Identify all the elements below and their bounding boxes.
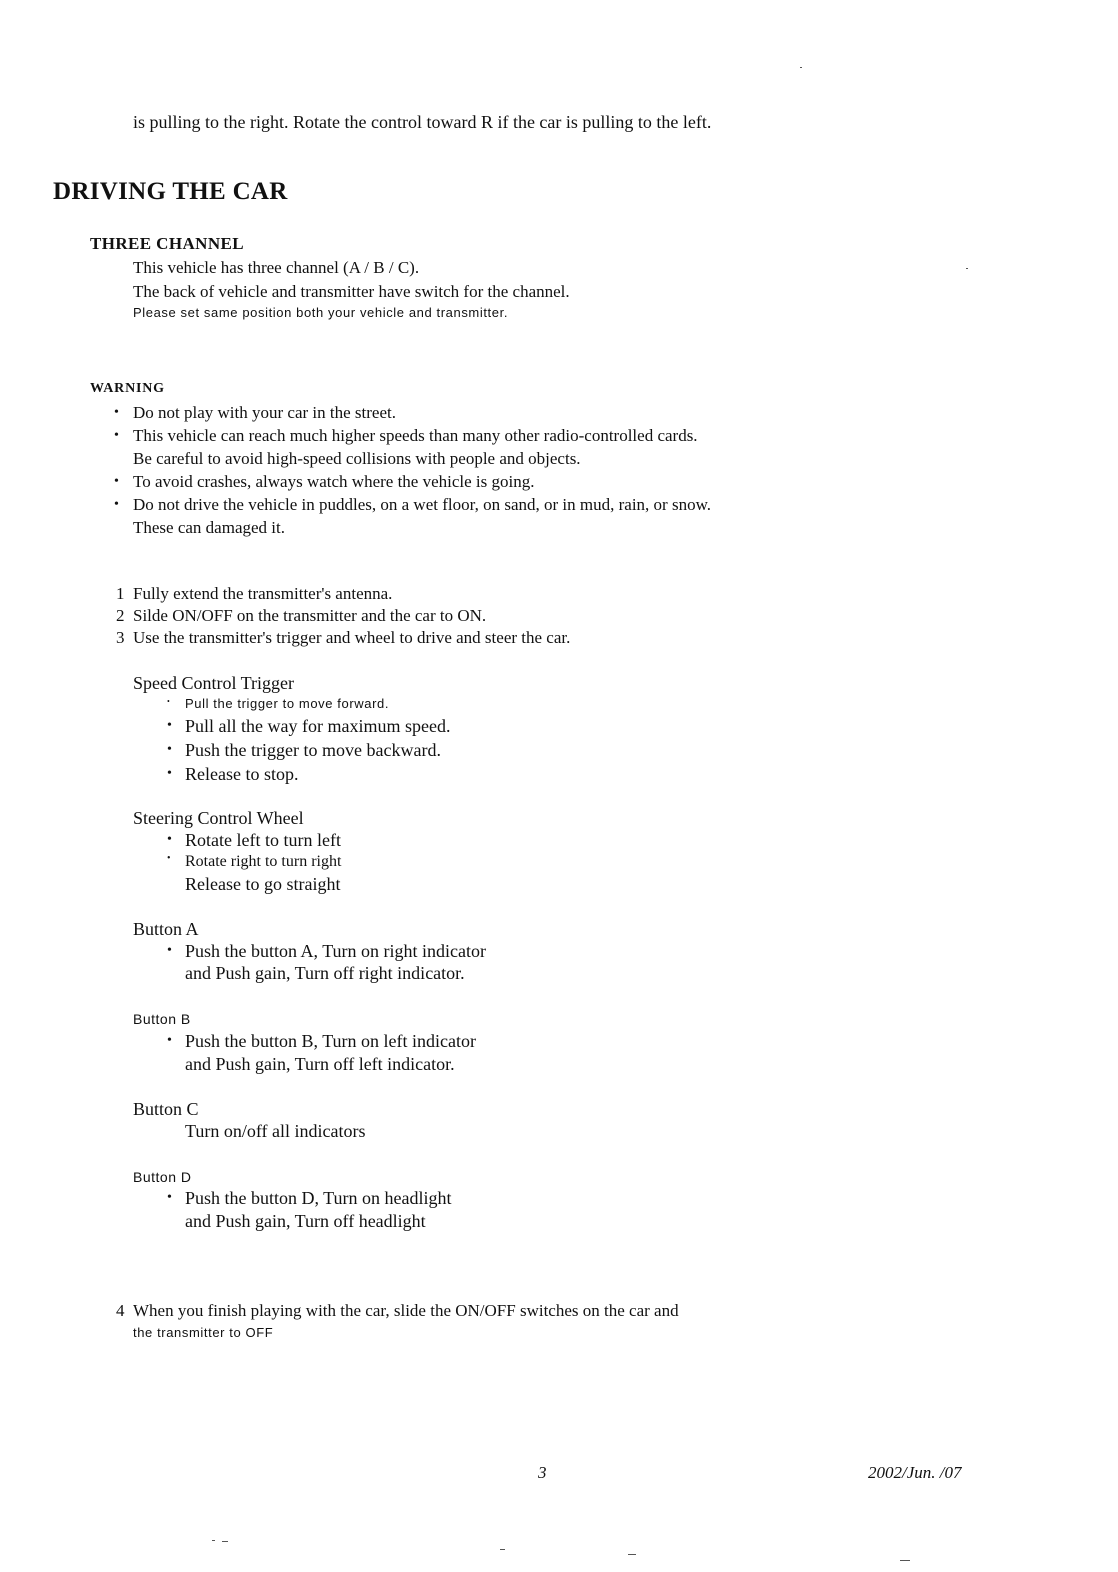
intro-line: is pulling to the right. Rotate the control toward R if the car is pulling to the left.: [133, 112, 712, 132]
warning-item: Do not drive the vehicle in puddles, on a wet floor, on sand, or in mud, rain, or snow.: [133, 495, 711, 514]
button-d-line: and Push gain, Turn off headlight: [185, 1211, 426, 1231]
step-number: 3: [116, 628, 125, 647]
button-a-line: Push the button A, Turn on right indicator: [185, 941, 487, 961]
bullet-icon: •: [167, 718, 172, 733]
button-b-line: and Push gain, Turn off left indicator.: [185, 1054, 455, 1074]
three-channel-note: Please set same position both your vehicle and transmitter.: [133, 305, 509, 320]
bullet-icon: •: [167, 742, 172, 757]
bullet-icon: •: [167, 697, 170, 706]
steering-wheel-item: Release to go straight: [185, 874, 341, 894]
button-b-line: Push the button B, Turn on left indicator: [185, 1031, 477, 1051]
scan-speck: [500, 1549, 505, 1550]
section-title: DRIVING THE CAR: [53, 178, 288, 205]
bullet-icon: •: [114, 474, 119, 489]
scan-speck: [900, 1560, 910, 1561]
button-d-line: Push the button D, Turn on headlight: [185, 1188, 452, 1208]
page-number: 3: [538, 1463, 547, 1482]
step-number: 2: [116, 606, 125, 625]
scan-speck: [628, 1554, 636, 1555]
button-a-line: and Push gain, Turn off right indicator.: [185, 963, 465, 983]
bullet-icon: •: [114, 497, 119, 512]
bullet-icon: •: [167, 766, 172, 781]
button-c-title: Button C: [133, 1099, 199, 1119]
speed-trigger-item: Pull the trigger to move forward.: [185, 696, 390, 711]
warning-heading: WARNING: [90, 381, 165, 396]
bullet-icon: •: [167, 1033, 172, 1048]
steering-wheel-item: Rotate right to turn right: [185, 853, 342, 870]
button-d-title: Button D: [133, 1169, 192, 1185]
speed-trigger-item: Push the trigger to move backward.: [185, 740, 441, 760]
step-text: When you finish playing with the car, slide the ON/OFF switches on the car and: [133, 1301, 679, 1320]
bullet-icon: •: [167, 853, 171, 864]
button-b-title: Button B: [133, 1011, 191, 1027]
speed-trigger-item: Release to stop.: [185, 764, 299, 784]
step-number: 4: [116, 1301, 125, 1320]
step-text: Fully extend the transmitter's antenna.: [133, 584, 393, 603]
three-channel-line: This vehicle has three channel (A / B / C).: [133, 258, 420, 277]
footer-date: 2002/Jun. /07: [868, 1463, 962, 1482]
warning-item-continued: Be careful to avoid high-speed collisions with people and objects.: [133, 449, 581, 468]
step-text: Use the transmitter's trigger and wheel to drive and steer the car.: [133, 628, 571, 647]
warning-item: Do not play with your car in the street.: [133, 403, 396, 422]
speed-trigger-item: Pull all the way for maximum speed.: [185, 716, 451, 736]
three-channel-heading: THREE CHANNEL: [90, 234, 244, 253]
steering-wheel-item: Rotate left to turn left: [185, 830, 341, 850]
three-channel-line: The back of vehicle and transmitter have switch for the channel.: [133, 282, 570, 301]
steering-wheel-title: Steering Control Wheel: [133, 808, 304, 828]
scan-speck: [222, 1541, 228, 1542]
bullet-icon: •: [167, 943, 172, 958]
bullet-icon: •: [114, 428, 119, 443]
bullet-icon: •: [167, 1190, 172, 1205]
step-number: 1: [116, 584, 125, 603]
warning-item: To avoid crashes, always watch where the vehicle is going.: [133, 472, 535, 491]
speed-trigger-title: Speed Control Trigger: [133, 673, 295, 693]
button-a-title: Button A: [133, 919, 199, 939]
bullet-icon: •: [114, 405, 119, 420]
warning-item: This vehicle can reach much higher speeds than many other radio-controlled cards.: [133, 426, 698, 445]
scan-speck: [212, 1540, 215, 1541]
warning-item-continued: These can damaged it.: [133, 518, 285, 537]
scan-speck: [800, 67, 802, 68]
scan-speck: [966, 268, 968, 269]
step-text-continued: the transmitter to OFF: [133, 1325, 274, 1340]
step-text: Silde ON/OFF on the transmitter and the car to ON.: [133, 606, 487, 625]
bullet-icon: •: [167, 832, 172, 847]
button-c-line: Turn on/off all indicators: [185, 1121, 366, 1141]
